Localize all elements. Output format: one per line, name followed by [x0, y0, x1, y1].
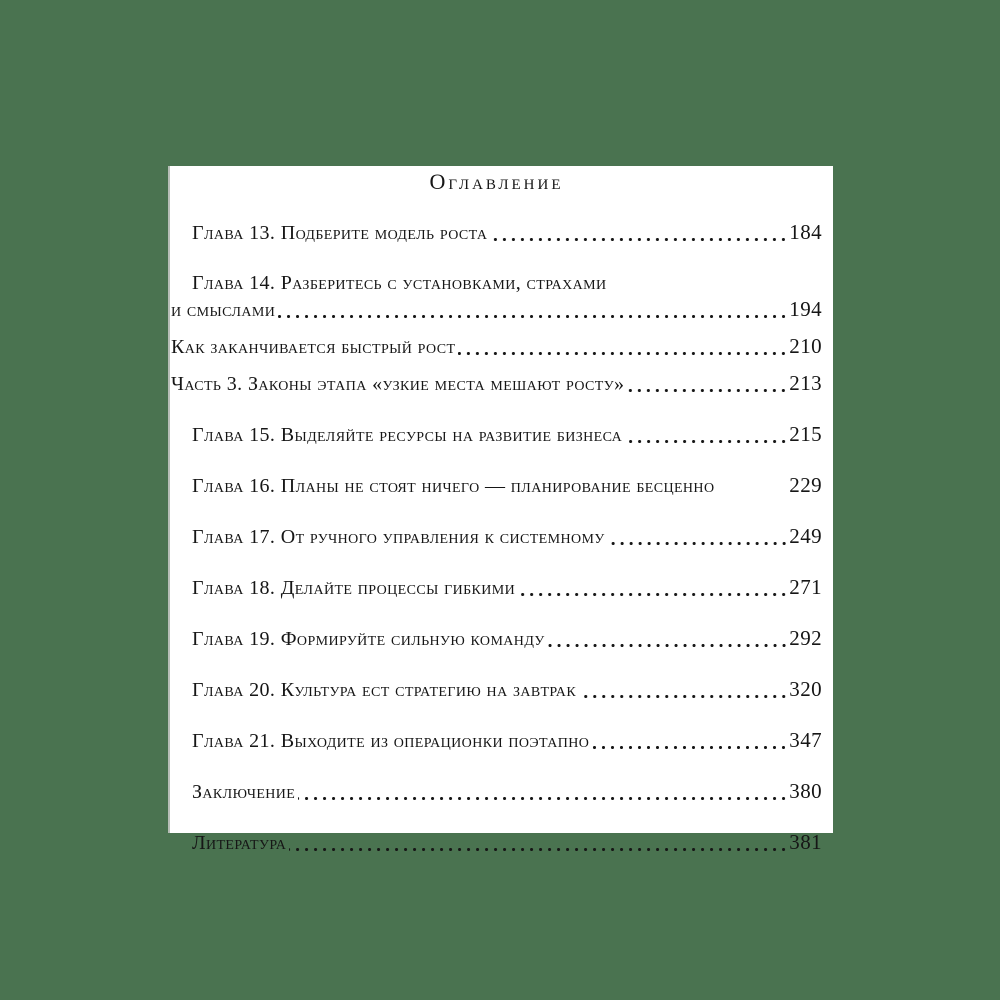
toc-entry-title-continuation: и смыслами [171, 299, 276, 321]
toc-entry-title: Как заканчивается быстрый рост [171, 336, 456, 358]
toc-title: Оглавление [429, 169, 564, 194]
toc-entry-page-number: 184 [789, 220, 822, 244]
dot-leader [625, 439, 788, 444]
toc-entry-page-number: 381 [789, 830, 822, 854]
toc-entry-title: Глава 21. Выходите из операционки поэтапно [192, 730, 590, 752]
toc-entry-line [171, 421, 822, 448]
toc-entry [171, 523, 822, 550]
toc-entry-title: Глава 13. Подберите модель роста [192, 222, 488, 244]
toc-entry [171, 333, 822, 360]
toc-entry-title: Глава 17. От ручного управления к системному [192, 526, 605, 548]
toc-entry-page-number: 194 [789, 297, 822, 321]
toc-entry-line [171, 270, 822, 296]
dot-leader [579, 694, 788, 699]
toc-entry-line [171, 829, 822, 856]
toc-entry-line [171, 523, 822, 550]
toc-entry-page-number: 347 [789, 728, 822, 752]
dot-leader [298, 796, 788, 801]
dot-leader [717, 490, 788, 495]
toc-entry-page-number: 229 [789, 473, 822, 497]
toc-entry-title: Глава 15. Выделяйте ресурсы на развитие бизнеса [192, 424, 623, 446]
toc-entry [171, 829, 822, 856]
toc-entry [171, 676, 822, 703]
dot-leader [518, 592, 788, 597]
dot-leader [490, 237, 788, 242]
toc-entry-line [171, 727, 822, 754]
toc-entry-line [171, 219, 822, 246]
toc-entry-page-number: 271 [789, 575, 822, 599]
dot-leader [608, 541, 789, 546]
toc-entry-page-number: 380 [789, 779, 822, 803]
toc-entry-line-continuation [171, 296, 822, 323]
toc-entry-line [171, 472, 822, 499]
toc-entry-title: Глава 16. Планы не стоят ничего — планирование бесценно [192, 475, 715, 497]
toc-entry-title: Литература [192, 832, 287, 854]
toc-entry [171, 270, 822, 323]
toc-entry [171, 625, 822, 652]
toc-entry-line [171, 676, 822, 703]
dot-leader [289, 847, 788, 852]
toc-entry-title: Заключение [192, 781, 296, 803]
toc-entry-page-number: 320 [789, 677, 822, 701]
dot-leader [627, 388, 788, 393]
toc-entry [171, 472, 822, 499]
toc-entry [171, 727, 822, 754]
toc-entry [171, 421, 822, 448]
toc-entry-page-number: 210 [789, 334, 822, 358]
toc-entry [171, 370, 822, 397]
toc-list [171, 219, 822, 856]
toc-entry-page-number: 249 [789, 524, 822, 548]
book-page [168, 166, 833, 854]
toc-entry [171, 778, 822, 805]
toc-entry-title: Часть 3. Законы этапа «узкие места мешают росту» [171, 373, 625, 395]
toc-entry [171, 574, 822, 601]
toc-entry-page-number: 215 [789, 422, 822, 446]
toc-entry-line [171, 625, 822, 652]
toc-entry-title: Глава 14. Разберитесь с установками, страхами [192, 272, 607, 294]
dot-leader [548, 643, 789, 648]
dot-leader [592, 745, 788, 750]
toc-entry-page-number: 213 [789, 371, 822, 395]
toc-entry [171, 219, 822, 246]
toc-entry-line [171, 333, 822, 360]
toc-entry-line [171, 370, 822, 397]
toc-entry-line [171, 574, 822, 601]
toc-entry-title: Глава 19. Формируйте сильную команду [192, 628, 545, 650]
toc-entry-title: Глава 18. Делайте процессы гибкими [192, 577, 516, 599]
toc-entry-line [171, 778, 822, 805]
dot-leader [458, 351, 788, 356]
dot-leader [278, 314, 788, 319]
toc-entry-title: Глава 20. Культура ест стратегию на завтрак [192, 679, 577, 701]
toc-entry-page-number: 292 [789, 626, 822, 650]
